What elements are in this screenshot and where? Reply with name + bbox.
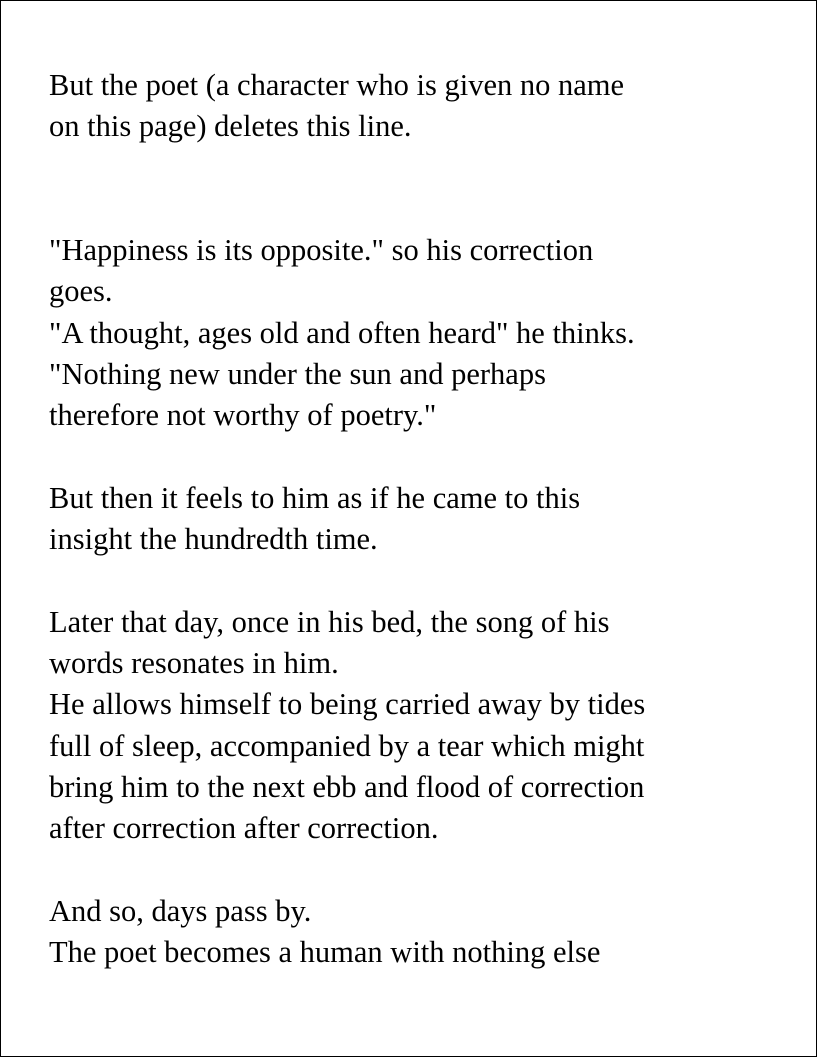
text-line: on this page) deletes this line. (49, 109, 412, 144)
text-line: words resonates in him. (49, 646, 339, 681)
text-line: But then it feels to him as if he came to this (49, 480, 581, 515)
text-line: full of sleep, accompanied by a tear which might (49, 728, 645, 763)
text-line: after correction after correction. (49, 811, 439, 846)
blank-line (49, 189, 789, 230)
text-line: "Nothing new under the sun and perhaps (49, 357, 546, 392)
blank-line (49, 561, 789, 602)
blank-line (49, 437, 789, 478)
blank-line (49, 850, 789, 891)
text-line: bring him to the next ebb and flood of correction (49, 770, 645, 805)
text-line: "Happiness is its opposite." so his correction (49, 233, 594, 268)
text-line: therefore not worthy of poetry." (49, 398, 437, 433)
text-line: goes. (49, 274, 113, 309)
poem-text (49, 65, 789, 974)
text-line: Later that day, once in his bed, the song of his (49, 604, 610, 639)
text-line: The poet becomes a human with nothing else (49, 935, 601, 970)
blank-line (49, 148, 789, 189)
text-line: And so, days pass by. (49, 893, 312, 928)
text-line: But the poet (a character who is given no name (49, 68, 625, 102)
text-line: "A thought, ages old and often heard" he thinks. (49, 315, 635, 350)
text-line: He allows himself to being carried away by tides (49, 687, 646, 722)
text-line: insight the hundredth time. (49, 522, 378, 557)
